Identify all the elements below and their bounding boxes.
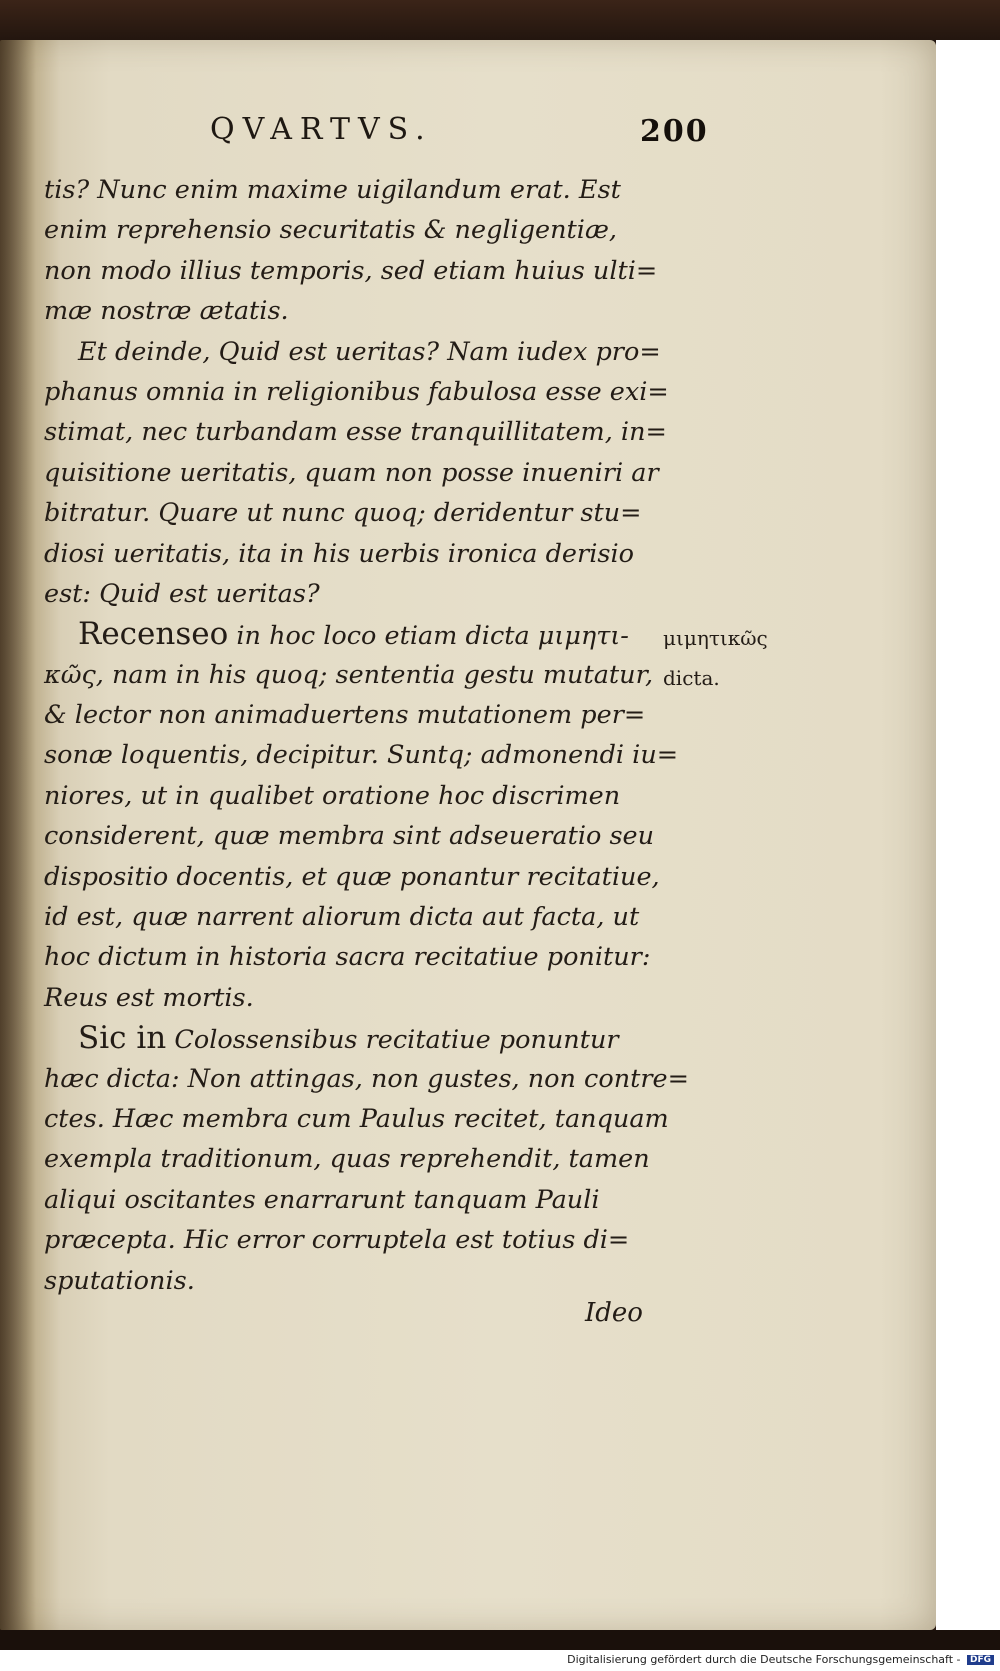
margin-note-line: dicta. bbox=[663, 666, 720, 690]
text-line: Colossensibus recitatiue ponuntur bbox=[174, 1025, 619, 1056]
text-line: Reus est mortis. bbox=[44, 982, 254, 1013]
text-line: mæ nostræ ætatis. bbox=[44, 296, 289, 327]
text-line: exempla traditionum, quas reprehendit, tamen bbox=[44, 1144, 650, 1175]
text-line: stimat, nec turbandam esse tranquillitatem, in= bbox=[44, 417, 667, 448]
text-line: quisitione ueritatis, quam non posse inueniri ar bbox=[44, 457, 659, 488]
paragraph-line bbox=[44, 614, 654, 654]
paragraph-opening-word: Recenseo bbox=[78, 616, 229, 653]
text-line: dispositio docentis, et quæ ponantur recitatiue, bbox=[44, 861, 660, 892]
gutter-shadow bbox=[0, 40, 36, 1630]
text-line: sputationis. bbox=[44, 1265, 195, 1296]
text-line: hæc dicta: Non attingas, non gustes, non contre= bbox=[44, 1063, 690, 1094]
text-line: ctes. Hæc membra cum Paulus recitet, tanquam bbox=[44, 1103, 669, 1134]
paragraph-line bbox=[44, 1018, 654, 1058]
paragraph-opening-word: Sic in bbox=[78, 1020, 167, 1057]
text-line: κῶς, nam in his quoq; sententia gestu mutatur, bbox=[44, 659, 654, 690]
text-line: tis? Nunc enim maxime uigilandum erat. Est bbox=[44, 175, 621, 205]
text-line: præcepta. Hic error corruptela est totius di= bbox=[44, 1225, 630, 1256]
digitization-credit bbox=[567, 1653, 994, 1666]
text-line: id est, quæ narrent aliorum dicta aut facta, ut bbox=[44, 902, 640, 933]
text-line: Et deinde, Quid est ueritas? Nam iudex pro= bbox=[78, 336, 661, 367]
margin-note-line: μιμητικῶς bbox=[663, 626, 768, 650]
text-line: est: Quid est ueritas? bbox=[44, 578, 320, 609]
text-line: sonæ loquentis, decipitur. Suntq; admonendi iu= bbox=[44, 740, 679, 771]
body-text bbox=[44, 170, 690, 1301]
text-line: enim reprehensio securitatis & negligentiæ, bbox=[44, 215, 618, 246]
text-line: diosi ueritatis, ita in his uerbis ironica derisio bbox=[44, 538, 634, 569]
text-line: niores, ut in qualibet oratione hoc discrimen bbox=[44, 780, 621, 811]
text-line: bitratur. Quare ut nunc quoq; deridentur stu= bbox=[44, 498, 642, 529]
book-cover-bottom-edge bbox=[0, 1630, 1000, 1650]
text-line: & lector non animaduertens mutationem per= bbox=[44, 700, 646, 731]
text-line: hoc dictum in historia sacra recitatiue ponitur: bbox=[44, 942, 651, 973]
page-number: 200 bbox=[640, 114, 709, 149]
text-line: phanus omnia in religionibus fabulosa esse exi= bbox=[44, 376, 669, 407]
text-line: aliqui oscitantes enarrarunt tanquam Pauli bbox=[44, 1184, 600, 1215]
dfg-logo: DFG bbox=[967, 1655, 994, 1665]
text-line: considerent, quæ membra sint adseueratio seu bbox=[44, 821, 655, 852]
catchword: Ideo bbox=[585, 1298, 643, 1328]
scan-margin bbox=[936, 40, 1000, 1630]
margin-note bbox=[663, 618, 768, 698]
text-line: in hoc loco etiam dicta μιμητι- bbox=[236, 621, 629, 652]
running-head: QVARTVS. bbox=[210, 112, 433, 147]
credit-text: Digitalisierung gefördert durch die Deutsche Forschungsgemeinschaft - bbox=[567, 1653, 961, 1666]
text-line: non modo illius temporis, sed etiam huius ulti= bbox=[44, 255, 658, 286]
